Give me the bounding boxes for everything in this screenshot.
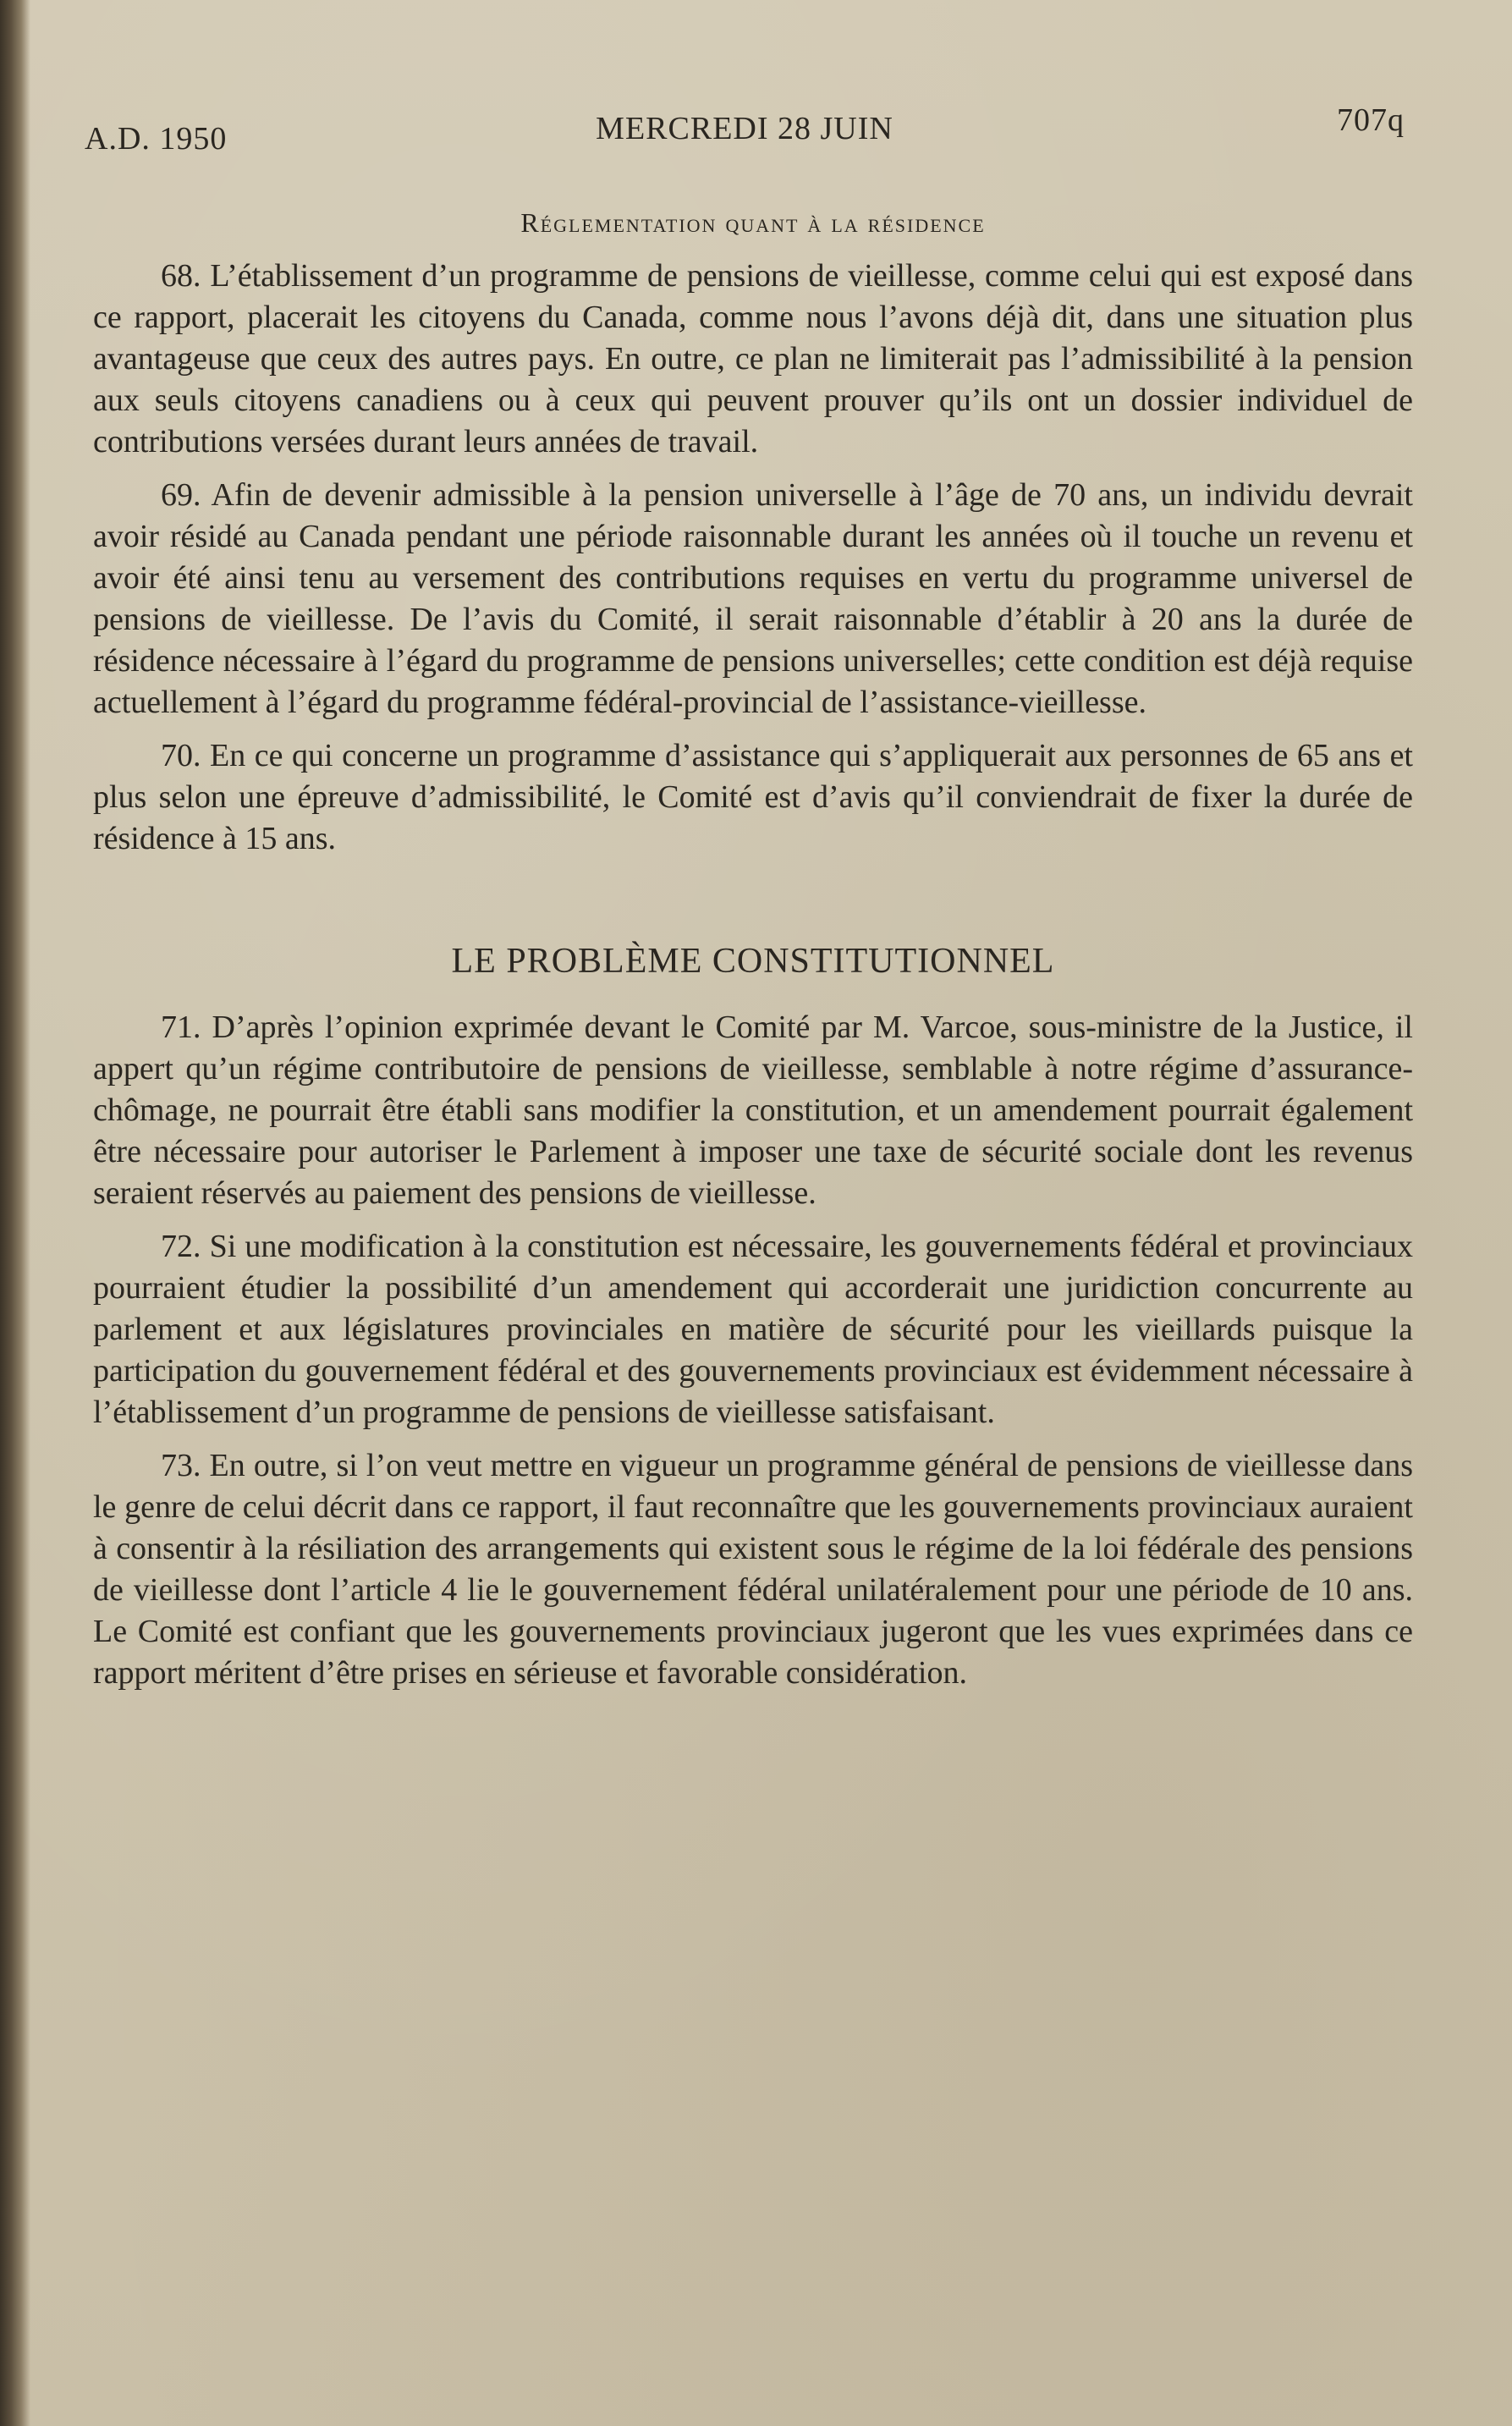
section-title-constitutional: LE PROBLÈME CONSTITUTIONNEL [451, 942, 1055, 981]
paragraph-71: 71. D’après l’opinion exprimée devant le Comité par M. Varcoe, sous-ministre de la Justice, il appert qu’un régime contributoire de pensions de vieillesse, semblable à notre régime d’assurance-chômage, ne pourrait être établi sans modifier la constitution, et un amendement pourrait également être nécessaire pour autoriser le Parlement à imposer une taxe de sécurité sociale dont les revenus seraient réservés au paiement des pensions de vieillesse. [93, 1009, 1413, 1211]
paragraph-69: 69. Afin de devenir admissible à la pension universelle à l’âge de 70 ans, un individu devrait avoir résidé au Canada pendant une période raisonnable durant les années où il touche un revenu et avoir été ainsi tenu au versement des contributions requises en vertu du programme universel de pensions de vieillesse. De l’avis du Comité, il serait raisonnable d’établir à 20 ans la durée de résidence nécessaire à l’égard du programme de pensions universelles; cette condition est déjà requise actuellement à l’égard du programme fédéral-provincial de l’assistance-vieillesse. [93, 477, 1413, 720]
page-header [85, 102, 1405, 169]
paragraph-72: 72. Si une modification à la constitution est nécessaire, les gouvernements fédéral et provinciaux pourraient étudier la possibilité d’un amendement qui accorderait une juridiction concurrente au parlement et aux législatures provinciales en matière de sécurité pour les vieillards puisque la participation du gouvernement fédéral et des gouvernements provinciaux est évidemment nécessaire à l’établissement d’un programme de pensions de vieillesse satisfaisant. [93, 1229, 1413, 1430]
header-date: MERCREDI 28 JUIN [596, 111, 893, 146]
paragraph-68: 68. L’établissement d’un programme de pensions de vieillesse, comme celui qui est exposé dans ce rapport, placerait les citoyens du Canada, comme nous l’avons déjà dit, dans une situation plus avantageuse que ceux des autres pays. En outre, ce plan ne limiterait pas l’admissibilité à la pension aux seuls citoyens canadiens ou à ceux qui peuvent prouver qu’ils ont un dossier individuel de contributions versées durant leurs années de travail. [93, 258, 1413, 459]
paragraph-73: 73. En outre, si l’on veut mettre en vigueur un programme général de pensions de vieillesse dans le genre de celui décrit dans ce rapport, il faut reconnaître que les gouvernements provinciaux auraient à consentir à la résiliation des arrangements qui existent sous le régime de la loi fédérale des pensions de vieillesse dont l’article 4 lie le gouvernement fédéral unilatéralement pour une période de 10 ans. Le Comité est confiant que les gouvernements provinciaux jugeront que les vues exprimées dans ce rapport méritent d’être prises en sérieuse et favorable considération. [93, 1448, 1413, 1691]
page-body [93, 207, 1413, 1706]
header-year: A.D. 1950 [85, 121, 228, 157]
header-page-number: 707q [1337, 102, 1405, 138]
paragraph-70: 70. En ce qui concerne un programme d’assistance qui s’appliquerait aux personnes de 65 ans et plus selon une épreuve d’admissibilité, le Comité est d’avis qu’il conviendrait de fixer la durée de résidence à 15 ans. [93, 738, 1413, 856]
page-binding-edge [0, 0, 30, 2426]
section-title-residence: Réglementation quant à la résidence [520, 207, 986, 238]
